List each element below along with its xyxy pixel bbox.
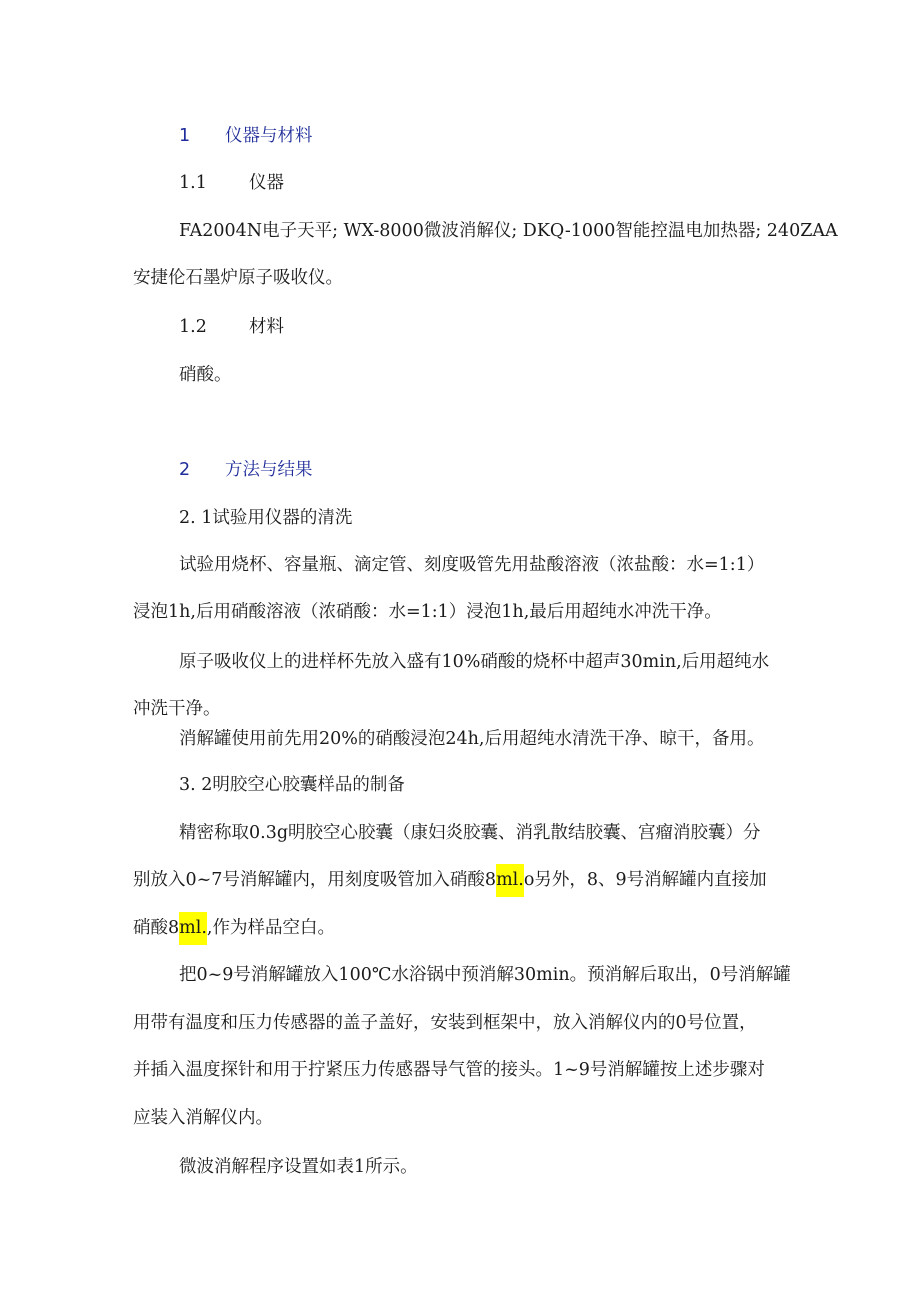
section-title: 方法与结果 xyxy=(225,460,313,480)
subsection-title: 仪器 xyxy=(249,173,284,193)
paragraph-line: 把0~9号消解罐放入100℃水浴锅中预消解30min。预消解后取出，0号消解罐 xyxy=(179,965,791,985)
section-title: 仪器与材料 xyxy=(225,126,313,146)
paragraph-line: 浸泡1h,后用硝酸溶液（浓硝酸：水=1:1）浸泡1h,最后用超纯水冲洗干净。 xyxy=(133,602,722,622)
subsection-number: 1.2 xyxy=(179,317,207,337)
paragraph-line: 安捷伦石墨炉原子吸收仪。 xyxy=(133,268,343,288)
section-number: 1 xyxy=(179,126,191,146)
paragraph-line: 微波消解程序设置如表1所示。 xyxy=(179,1157,418,1177)
subsection-3-2-heading: 3. 2明胶空心胶囊样品的制备 xyxy=(179,775,405,795)
section-number: 2 xyxy=(179,460,191,480)
paragraph-line: 并插入温度探针和用于拧紧压力传感器导气管的接头。1~9号消解罐按上述步骤对 xyxy=(133,1060,765,1080)
paragraph-line: FA2004N电子天平; WX-8000微波消解仪; DKQ-1000智能控温电加热器; 240ZAA xyxy=(179,221,838,241)
subsection-number: 1.1 xyxy=(179,173,207,193)
highlighted-text: ml. xyxy=(179,912,207,945)
subsection-title: 材料 xyxy=(249,317,284,337)
subsection-2-1-heading: 2. 1试验用仪器的清洗 xyxy=(179,508,353,528)
paragraph-line: 消解罐使用前先用20%的硝酸浸泡24h,后用超纯水清洗干净、晾干，备用。 xyxy=(179,729,765,749)
highlighted-text: ml. xyxy=(496,864,524,897)
section-2-heading xyxy=(179,458,313,482)
paragraph-line: 精密称取0.3g明胶空心胶囊（康妇炎胶囊、消乳散结胶囊、宫瘤消胶囊）分 xyxy=(179,823,761,843)
section-1-heading xyxy=(179,124,313,148)
paragraph-line: 试验用烧杯、容量瓶、滴定管、刻度吸管先用盐酸溶液（浓盐酸：水=1:1） xyxy=(179,555,765,575)
subsection-1-2-heading xyxy=(179,315,284,339)
text-run: 别放入0~7号消解罐内，用刻度吸管加入硝酸8 xyxy=(133,870,497,890)
text-run: ,作为样品空白。 xyxy=(206,918,335,938)
subsection-1-1-heading xyxy=(179,171,284,195)
paragraph-line: 原子吸收仪上的进样杯先放入盛有10%硝酸的烧杯中超声30min,后用超纯水 xyxy=(179,652,770,672)
text-run: o另外，8、9号消解罐内直接加 xyxy=(523,870,767,890)
paragraph-line: 应装入消解仪内。 xyxy=(133,1108,273,1128)
text-run: 硝酸8 xyxy=(133,918,180,938)
paragraph-line: 冲洗干净。 xyxy=(133,699,221,719)
paragraph-line: 硝酸。 xyxy=(179,365,232,385)
paragraph-line xyxy=(133,916,335,940)
paragraph-line xyxy=(133,868,767,892)
paragraph-line: 用带有温度和压力传感器的盖子盖好，安装到框架中，放入消解仪内的0号位置， xyxy=(133,1013,757,1033)
